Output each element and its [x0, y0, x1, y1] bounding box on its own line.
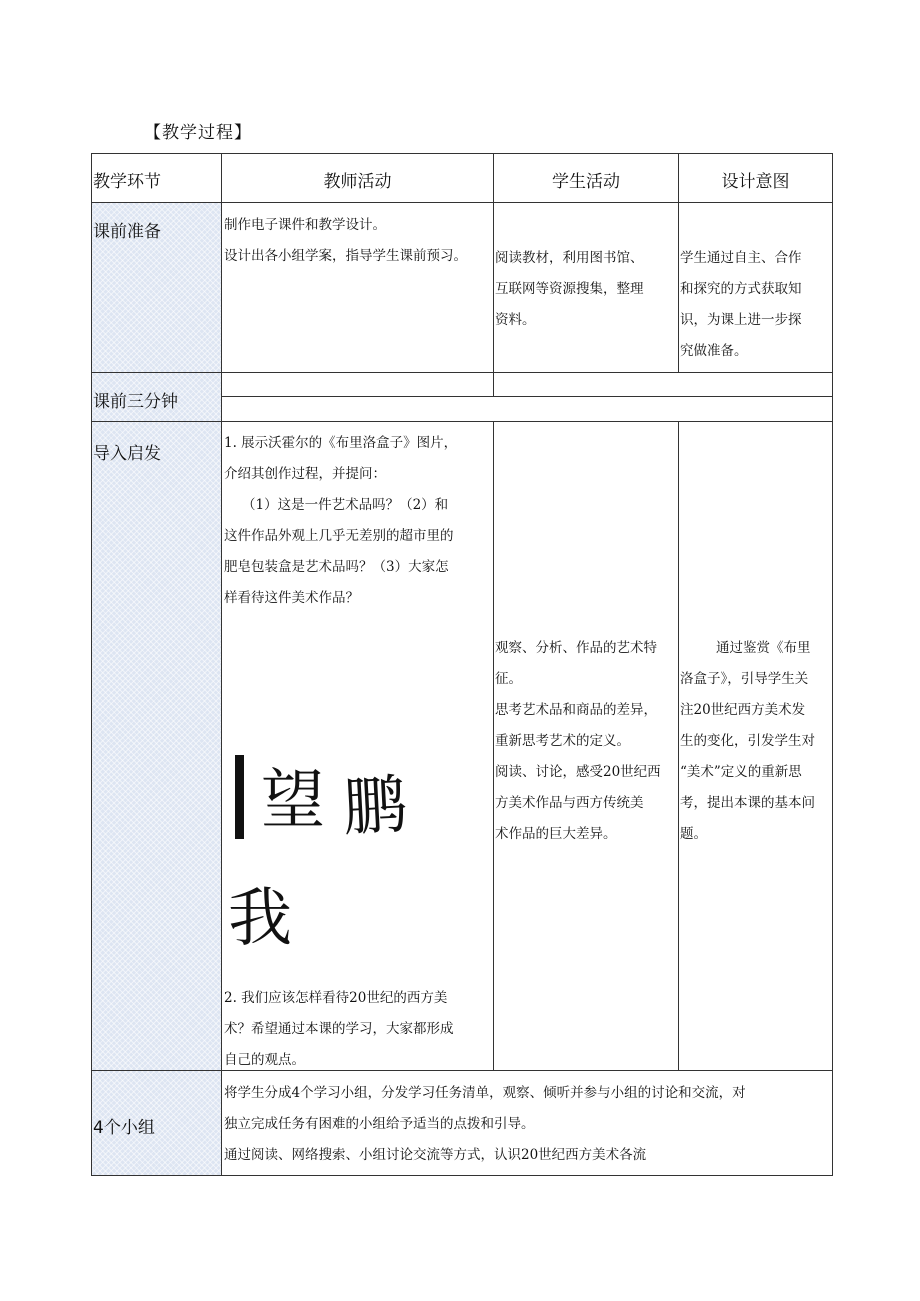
text-line: 和探究的方式获取知: [680, 281, 802, 297]
text-line: 肥皂包装盒是艺术品吗？（3）大家怎: [224, 559, 449, 575]
header-phase: 教学环节: [93, 172, 161, 192]
text-line: 1. 展示沃霍尔的《布里洛盒子》图片，: [224, 435, 458, 451]
row-label-prep: 课前准备: [93, 222, 161, 242]
text-line: 样看待这件美术作品？: [224, 590, 359, 606]
text-line: 介绍其创作过程，并提问：: [224, 466, 386, 482]
text-line: 阅读、讨论，感受20世纪西: [495, 764, 661, 780]
text-line: 互联网等资源搜集，整理: [495, 281, 644, 297]
calligraphy-char-3: 我: [228, 882, 292, 956]
row-label-three-min: 课前三分钟: [93, 392, 178, 412]
text-line: 识，为课上进一步探: [680, 312, 802, 328]
text-line: （1）这是一件艺术品吗？（2）和: [242, 497, 449, 513]
text-line: 资料。: [495, 312, 536, 328]
intro-design-intent: [680, 633, 830, 850]
text-line: 这件作品外观上几乎无差别的超市里的: [224, 528, 454, 544]
calligraphy-char-2: 鹏: [341, 768, 409, 846]
text-line: “美术”定义的重新思: [680, 764, 802, 780]
text-line: 考，提出本课的基本问: [680, 795, 815, 811]
intro-teacher-activity-top: [224, 428, 492, 614]
text-line: 术？希望通过本课的学习，大家都形成: [224, 1021, 454, 1037]
prep-teacher-activity: [224, 210, 492, 272]
text-line: 2. 我们应该怎样看待20世纪的西方美: [224, 990, 448, 1006]
text-line: 阅读教材，利用图书馆、: [495, 250, 644, 266]
groups-activity: [224, 1078, 830, 1171]
prep-student-activity: [495, 243, 677, 336]
calligraphy-bar: [235, 755, 244, 839]
shade-intro: [92, 422, 221, 1070]
text-line: 通过鉴赏《布里: [716, 640, 811, 656]
text-line: 方美术作品与西方传统美: [495, 795, 644, 811]
text-line: 注20世纪西方美术发: [680, 702, 806, 718]
text-line: 洛盒子》，引导学生关: [680, 671, 809, 687]
text-line: 将学生分成4个学习小组，分发学习任务清单，观察、倾听并参与小组的讨论和交流，对: [224, 1085, 746, 1101]
text-line: 通过阅读、网络搜索、小组讨论交流等方式，认识20世纪西方美术各流: [224, 1147, 647, 1163]
text-line: 观察、分析、作品的艺术特: [495, 640, 657, 656]
row-label-groups: 4个小组: [93, 1118, 155, 1138]
header-design: 设计意图: [721, 172, 790, 192]
prep-design-intent: [680, 243, 830, 367]
row-label-intro: 导入启发: [93, 444, 161, 464]
text-line: 制作电子课件和教学设计。: [224, 217, 386, 233]
text-line: 题。: [680, 826, 707, 842]
header-student: 学生活动: [552, 172, 620, 192]
text-line: 设计出各小组学案，指导学生课前预习。: [224, 248, 467, 264]
header-teacher: 教师活动: [323, 172, 392, 192]
calligraphy-char-1: 望: [261, 764, 325, 838]
section-title: 【教学过程】: [144, 123, 252, 143]
text-line: 自己的观点。: [224, 1052, 305, 1068]
text-line: 究做准备。: [680, 343, 748, 359]
text-line: 重新思考艺术的定义。: [495, 733, 630, 749]
text-line: 学生通过自主、合作: [680, 250, 802, 266]
text-line: 独立完成任务有困难的小组给予适当的点拨和引导。: [224, 1116, 535, 1132]
text-line: 生的变化，引发学生对: [680, 733, 815, 749]
text-line: 术作品的巨大差异。: [495, 826, 617, 842]
intro-teacher-activity-bottom: [224, 983, 492, 1069]
intro-student-activity: [495, 633, 677, 850]
text-line: 征。: [495, 671, 522, 687]
teaching-process-table: [91, 153, 833, 1176]
text-line: 思考艺术品和商品的差异，: [495, 702, 657, 718]
